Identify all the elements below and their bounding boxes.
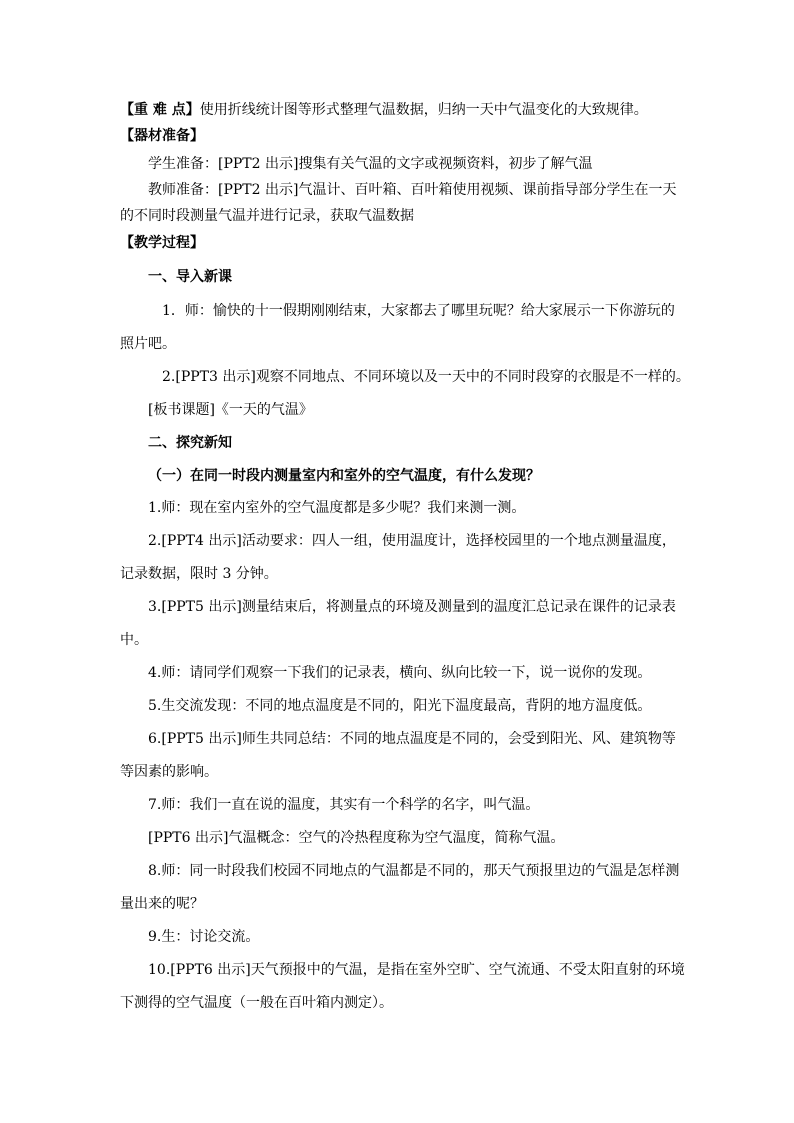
list-item-continuation: 中。 [120, 632, 148, 648]
key-points-text: 使用折线统计图等形式整理气温数据，归纳一天中气温变化的大致规律。 [199, 102, 648, 118]
section1-heading: 一、导入新课 [148, 269, 232, 285]
key-points-line [120, 100, 648, 120]
list-item: 7.师：我们一直在说的温度，其实有一个科学的名字，叫气温。 [148, 797, 540, 813]
s1-item2: 2.[PPT3 出示]观察不同地点、不同环境以及一天中的不同时段穿的衣服是不一样的。 [162, 369, 690, 385]
list-item: 9.生：讨论交流。 [148, 929, 260, 945]
student-prep: 学生准备：[PPT2 出示]搜集有关气温的文字或视频资料，初步了解气温 [148, 156, 593, 172]
list-item: 3.[PPT5 出示]测量结束后，将测量点的环境及测量到的温度汇总记录在课件的记录表 [148, 599, 676, 615]
section2-heading: 二、探究新知 [148, 435, 232, 451]
board-title: [板书课题]《一天的气温》 [148, 402, 313, 418]
list-item: 8.师：同一时段我们校园不同地点的气温都是不同的，那天气预报里边的气温是怎样测 [148, 863, 680, 879]
list-item-continuation: 下测得的空气温度（一般在百叶箱内测定）。 [120, 995, 393, 1011]
list-item: 2.[PPT4 出示]活动要求：四人一组，使用温度计，选择校园里的一个地点测量温度， [148, 533, 676, 549]
list-item: 5.生交流发现：不同的地点温度是不同的，阳光下温度最高，背阴的地方温度低。 [148, 698, 652, 714]
s1-item1-line1: 1．师：愉快的十一假期刚刚结束，大家都去了哪里玩呢？给大家展示一下你游玩的 [162, 303, 675, 319]
list-item-continuation: 记录数据，限时 3 分钟。 [120, 566, 278, 582]
list-item-continuation: 量出来的呢？ [120, 896, 204, 912]
teacher-prep-line1: 教师准备：[PPT2 出示]气温计、百叶箱、百叶箱使用视频、课前指导部分学生在一天 [148, 182, 677, 198]
materials-heading: 【器材准备】 [120, 128, 204, 144]
key-points-label: 【重 难 点】 [120, 102, 200, 118]
s1-item1-line2: 照片吧。 [120, 336, 176, 352]
list-item-continuation: 等因素的影响。 [120, 764, 218, 780]
list-item: 6.[PPT5 出示]师生共同总结：不同的地点温度是不同的，会受到阳光、风、建筑物等 [148, 731, 676, 747]
process-heading: 【教学过程】 [120, 235, 204, 251]
list-item: 10.[PPT6 出示]天气预报中的气温，是指在室外空旷、空气流通、不受太阳直射的环境 [148, 962, 685, 978]
list-item: 4.师：请同学们观察一下我们的记录表，横向、纵向比较一下，说一说你的发现。 [148, 665, 652, 681]
subsection1-heading: （一）在同一时段内测量室内和室外的空气温度，有什么发现？ [148, 468, 540, 484]
list-item: [PPT6 出示]气温概念：空气的冷热程度称为空气温度，简称气温。 [148, 830, 565, 846]
teacher-prep-line2: 的不同时段测量气温并进行记录，获取气温数据 [120, 208, 414, 224]
list-item: 1.师：现在室内室外的空气温度都是多少呢？我们来测一测。 [148, 500, 526, 516]
